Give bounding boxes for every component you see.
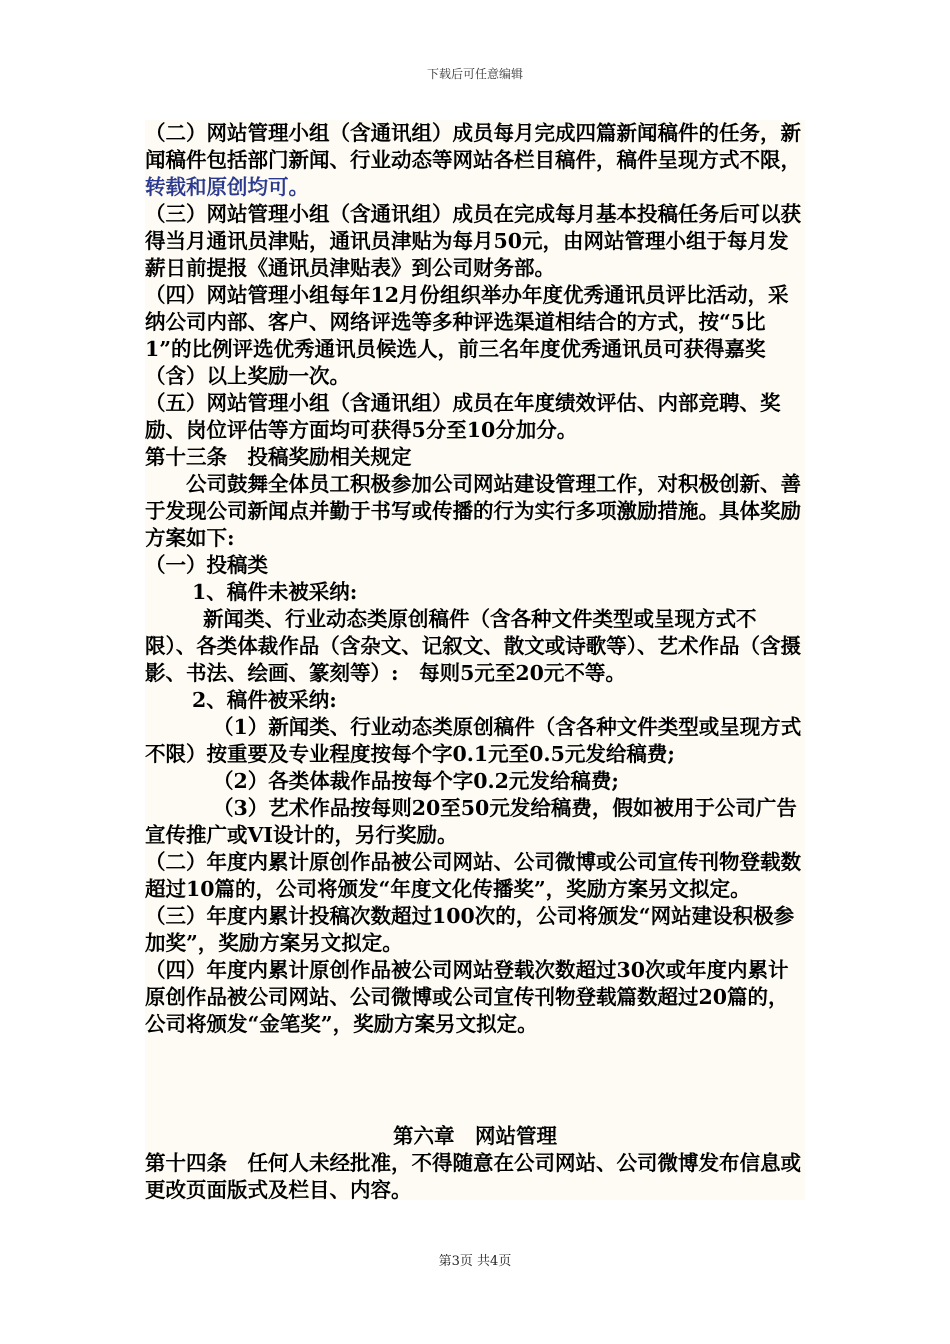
item-adopted-3: （3）艺术作品按每则20至50元发给稿费，假如被用于公司广告宣传推广或VI设计的，另行奖励。 xyxy=(145,796,797,847)
article-13-heading: 第十三条 投稿奖励相关规定 xyxy=(145,445,412,469)
item-not-adopted: 1、稿件未被采纳: xyxy=(192,580,358,604)
article-14 xyxy=(145,1150,805,1204)
award-participation: （三）年度内累计投稿次数超过100次的，公司将颁发“网站建设积极参加奖”，奖励方案另文拟定。 xyxy=(145,904,795,955)
rules-text xyxy=(145,120,805,1038)
award-culture: （二）年度内累计原创作品被公司网站、公司微博或公司宣传刊物登载数超过10篇的，公司将颁发“年度文化传播奖”，奖励方案另文拟定。 xyxy=(145,850,801,901)
item-adopted: 2、稿件被采纳: xyxy=(192,688,337,712)
paragraph-3: （三）网站管理小组（含通讯组）成员在完成每月基本投稿任务后可以获得当月通讯员津贴，通讯员津贴为每月50元，由网站管理小组于每月发薪日前提报《通讯员津贴表》到公司财务部。 xyxy=(145,202,801,280)
award-golden-pen: （四）年度内累计原创作品被公司网站登载次数超过30次或年度内累计原创作品被公司网站、公司微博或公司宣传刊物登载篇数超过20篇的，公司将颁发“金笔奖”，奖励方案另文拟定。 xyxy=(145,958,789,1036)
highlighted-text: 转载和原创均可。 xyxy=(145,175,309,199)
document-body xyxy=(145,120,805,1200)
paragraph-5: （五）网站管理小组（含通讯组）成员在年度绩效评估、内部竞聘、奖励、岗位评估等方面均可获得5分至10分加分。 xyxy=(145,391,781,442)
page-number: 第3页 共4页 xyxy=(438,1254,512,1269)
article-14-text: 第十四条 任何人未经批准，不得随意在公司网站、公司微博发布信息或更改页面版式及栏目、内容。 xyxy=(145,1151,801,1202)
header-note: 下载后可任意编辑 xyxy=(426,67,523,81)
item-not-adopted-detail: 新闻类、行业动态类原创稿件（含各种文件类型或呈现方式不限）、各类体裁作品（含杂文、记叙文、散文或诗歌等）、艺术作品（含摄影、书法、绘画、篆刻等）: 每则5元至20元不等。 xyxy=(145,607,801,685)
section-submission: （一）投稿类 xyxy=(145,553,268,577)
article-13-intro: 公司鼓舞全体员工积极参加公司网站建设管理工作，对积极创新、善于发现公司新闻点并勤于书写或传播的行为实行多项激励措施。具体奖励方案如下: xyxy=(145,472,801,550)
paragraph-2-text: （二）网站管理小组（含通讯组）成员每月完成四篇新闻稿件的任务，新闻稿件包括部门新闻、行业动态等网站各栏目稿件，稿件呈现方式不限， xyxy=(145,121,801,172)
item-adopted-1: （1）新闻类、行业动态类原创稿件（含各种文件类型或呈现方式不限）按重要及专业程度按每个字0.1元至0.5元发给稿费; xyxy=(145,715,802,766)
paragraph-4: （四）网站管理小组每年12月份组织举办年度优秀通讯员评比活动，采纳公司内部、客户、网络评选等多种评选渠道相结合的方式，按“5比1”的比例评选优秀通讯员候选人，前三名年度优秀通讯员可获得嘉奖（含）以上奖励一次。 xyxy=(145,283,789,388)
chapter-title: 第六章 网站管理 xyxy=(393,1124,557,1148)
paragraph-2 xyxy=(145,120,805,201)
item-adopted-2: （2）各类体裁作品按每个字0.2元发给稿费; xyxy=(213,769,619,793)
